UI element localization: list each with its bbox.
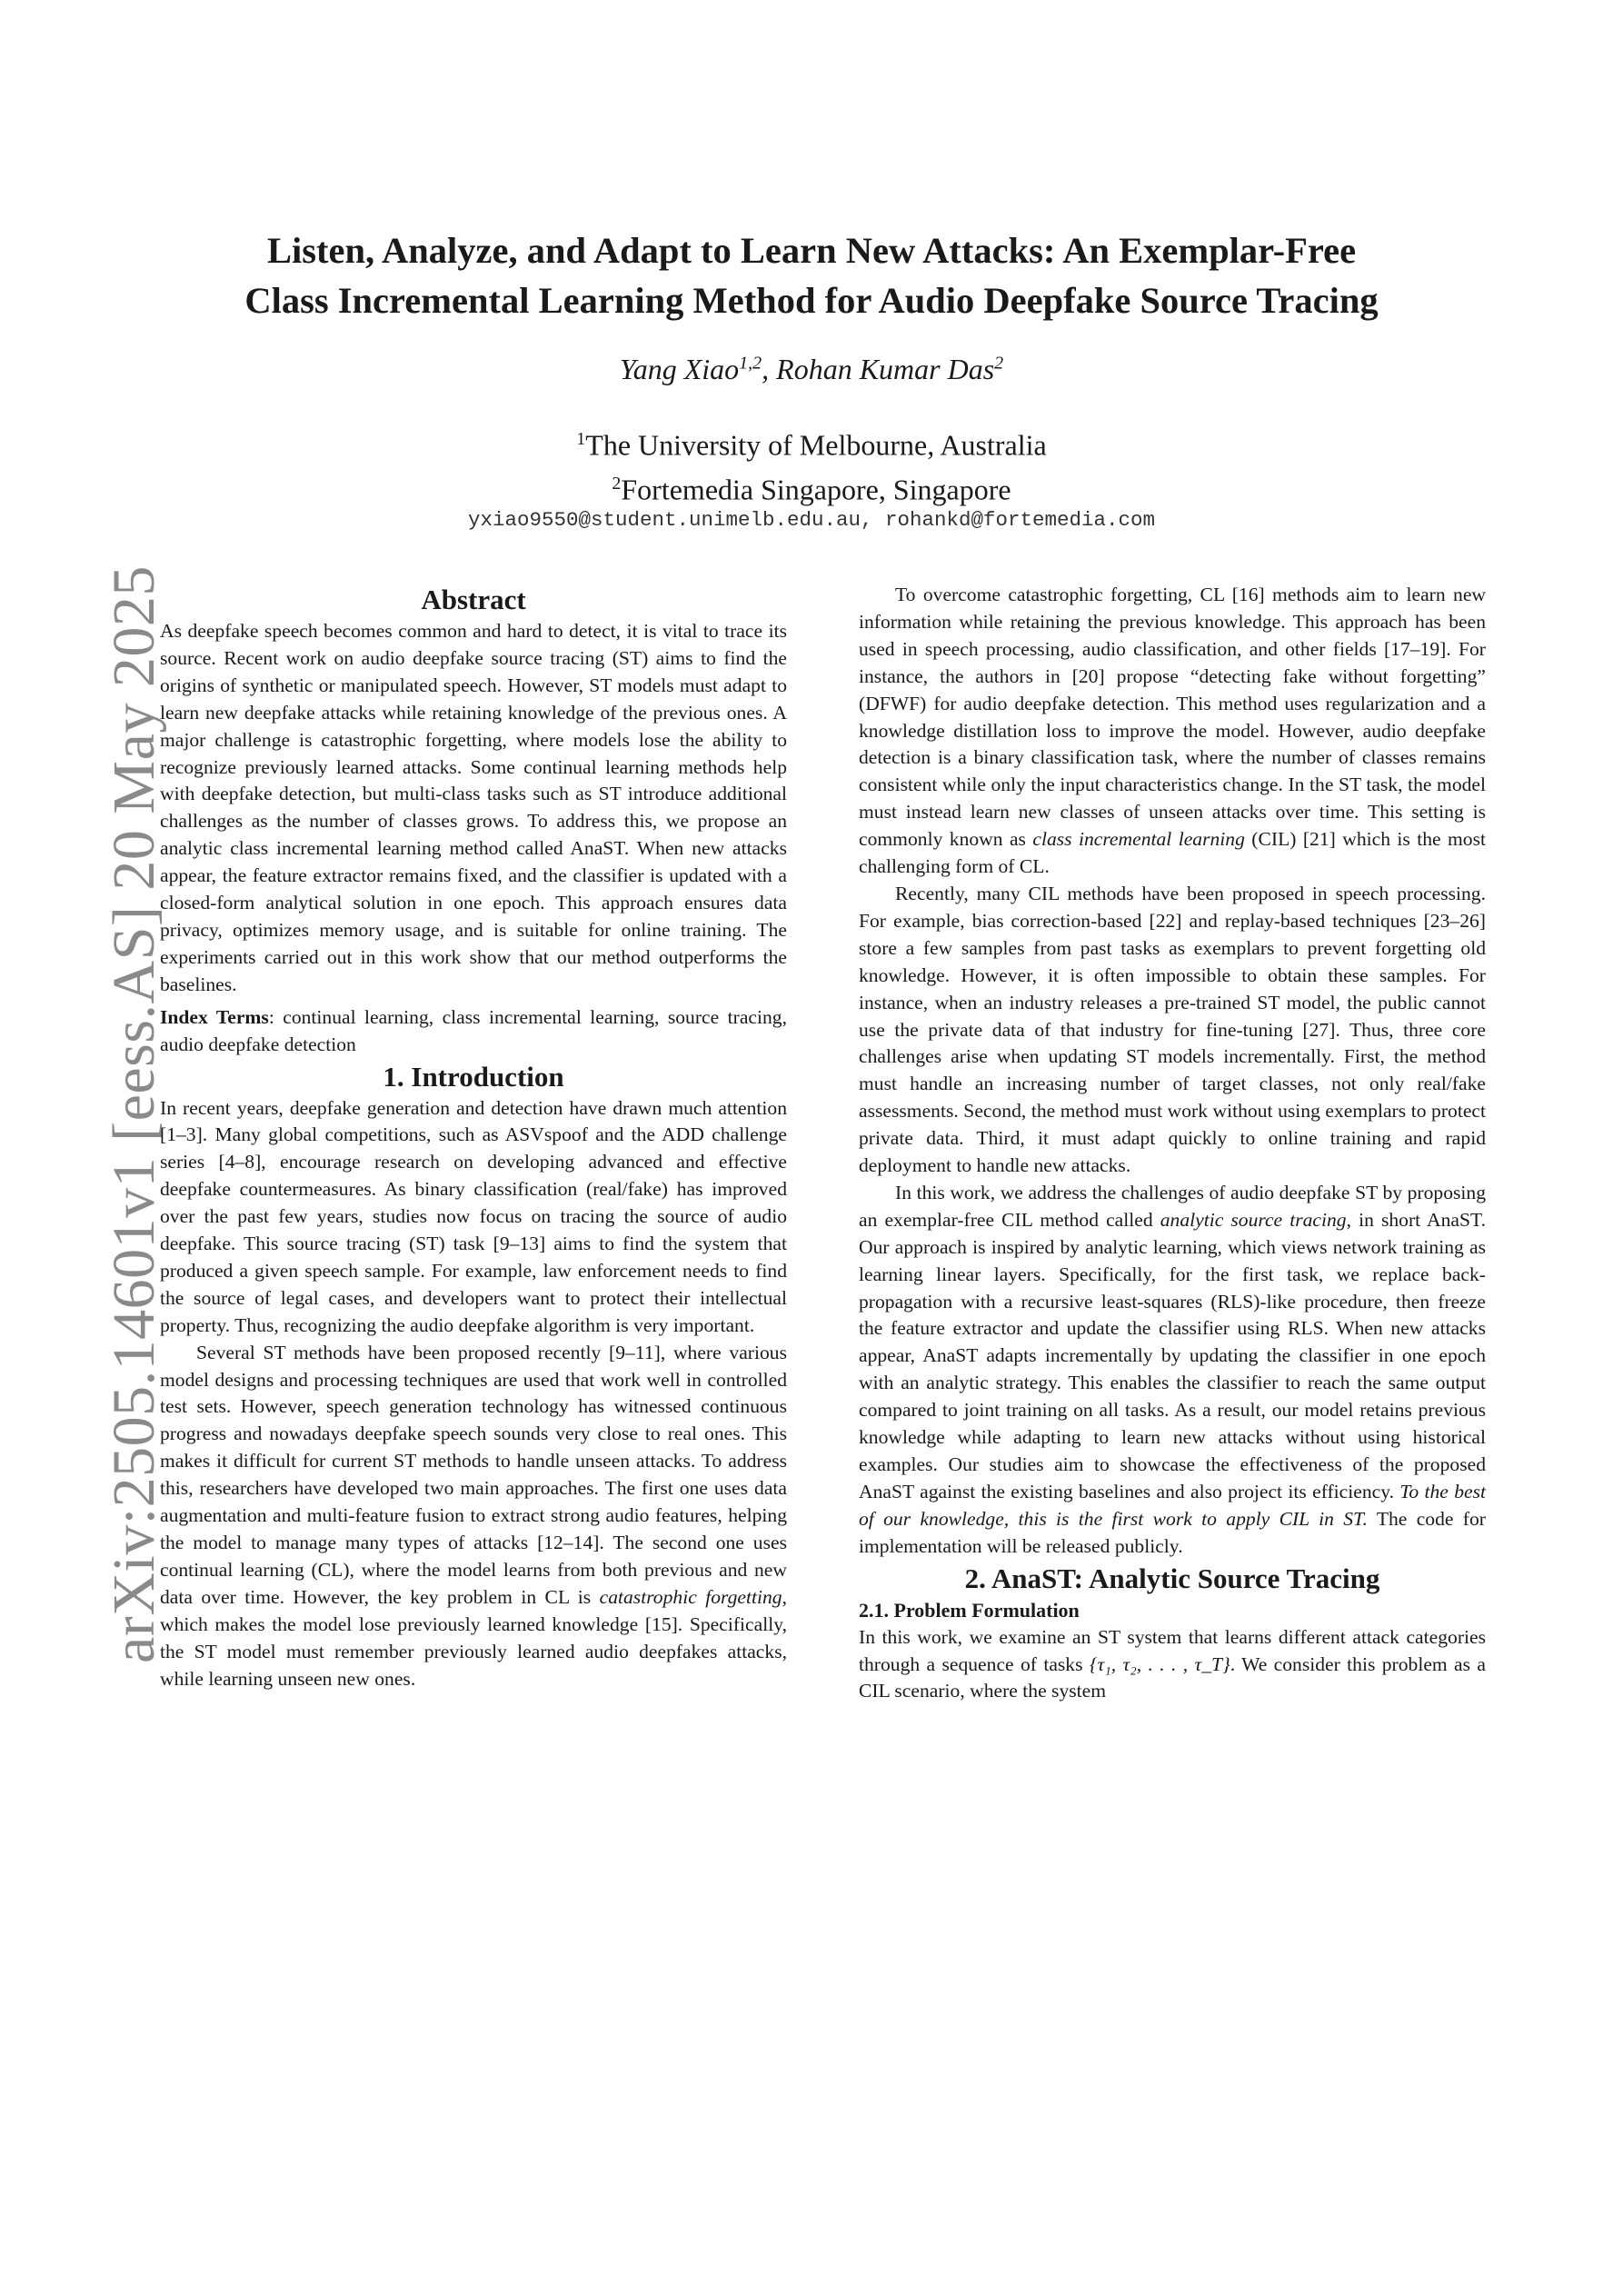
index-terms [160, 1004, 787, 1059]
text-run: The code for implementation will be released publicly. [859, 1507, 1486, 1557]
text-run: In this work, we address the challenges of audio deepfake ST by proposing an exemplar-free CIL method called [859, 1181, 1486, 1231]
text-run: . We consider this problem as a CIL scenario, where the system [859, 1652, 1486, 1702]
intro-paragraph-2 [160, 1340, 787, 1693]
author-emails: yxiao9550@student.unimelb.edu.au, rohankd@fortemedia.com [467, 508, 1156, 532]
text-run: , which makes the model lose previously learned knowledge [15]. Specifically, the ST model must remember previously learned audio deepfakes attacks, while learning unseen new ones. [160, 1585, 787, 1690]
arxiv-identifier-stamp: arXiv:2505.14601v1 [eess.AS] 20 May 2025 [101, 565, 167, 1663]
author-list [145, 353, 1478, 386]
left-column [160, 582, 787, 1692]
paper-title [145, 225, 1478, 325]
emphasis-text: catastrophic forgetting [599, 1585, 782, 1608]
intro-paragraph-5 [859, 1180, 1486, 1561]
affiliation-mark: 2 [612, 473, 622, 494]
affiliation-mark: 1 [576, 429, 586, 449]
text-run: (CIL) [21] which is the most challenging form of CL. [859, 828, 1486, 878]
text-run: To overcome catastrophic forgetting, CL [16] methods aim to learn new information while retaining the previous knowledge. This approach has been used in speech processing, audio classification, and other fields [17–19]. For instance, the authors in [20] propose “detecting fake without forgetting” (DFWF) for audio deepfake detection. This method uses regularization and a knowledge distillation loss to improve the model. However, audio deepfake detection is a binary classification task, where the number of classes remains consistent while only the input characteristics change. In the ST task, the model must instead learn new classes of unseen attacks over time. This setting is commonly known as [859, 584, 1486, 851]
author-name: Yang Xiao [619, 353, 740, 385]
text-run: In this work, we examine an ST system that learns different attack categories through a sequence of tasks [859, 1625, 1486, 1675]
problem-formulation-paragraph [859, 1624, 1486, 1706]
intro-paragraph-3 [859, 582, 1486, 881]
task-set-math: {τ₁, τ₂, . . . , τ_T} [1089, 1652, 1230, 1675]
abstract-text: As deepfake speech becomes common and hard to detect, it is vital to trace its source. Recent work on audio deepfake source tracing (ST) aims to find the origins of synthetic or manipulated speech. However, ST models must adapt to learn new deepfake attacks while retaining knowledge of the previous ones. A major challenge is catastrophic forgetting, where models lose the ability to recognize previously learned attacks. Some continual learning methods help with deepfake detection, but multi-class tasks such as ST introduce additional challenges as the number of classes grows. To address this, we propose an analytic class incremental learning method called AnaST. When new attacks appear, the feature extractor remains fixed, and the classifier is updated with a closed-form analytical solution in one epoch. This approach ensures data privacy, optimizes memory usage, and is suitable for online training. The experiments carried out in this work show that our method outperforms the baselines. [160, 620, 787, 995]
affiliation-text: Fortemedia Singapore, Singapore [621, 473, 1011, 506]
emphasis-text: analytic source tracing [1160, 1208, 1347, 1231]
emphasis-text: To the best of our knowledge, this is the first work to apply CIL in ST. [859, 1480, 1486, 1530]
author-separator: , [762, 353, 777, 385]
author-affil-mark: 2 [994, 353, 1004, 374]
emphasis-text: class incremental learning [1032, 828, 1245, 851]
abstract-heading: Abstract [421, 584, 526, 615]
author-name: Rohan Kumar Das [776, 353, 995, 385]
subsection-2-1-heading: 2.1. Problem Formulation [859, 1598, 1080, 1622]
affiliation-line [145, 464, 1478, 509]
index-terms-label: Index Terms [160, 1005, 269, 1028]
author-affil-mark: 1,2 [739, 353, 762, 374]
right-column [859, 582, 1486, 1705]
index-terms-text: : continual learning, class incremental learning, source tracing, audio deepfake detection [160, 1005, 787, 1055]
affiliation-text: The University of Melbourne, Australia [585, 428, 1047, 462]
title-line-1: Listen, Analyze, and Adapt to Learn New Attacks: An Exemplar-Free [266, 230, 1357, 271]
text-run: Several ST methods have been proposed recently [9–11], where various model designs and processing techniques are used that work well in controlled test sets. However, speech generation technology has witnessed continuous progress and nowadays deepfake speech sounds very close to real ones. This makes it difficult for current ST methods to handle unseen attacks. To address this, researchers have developed two main approaches. The first one uses data augmentation and multi-feature fusion to extract strong audio features, helping the model to manage many types of attacks [12–14]. The second one uses continual learning (CL), where the model learns from both previous and new data over time. However, the key problem in CL is [160, 1341, 787, 1608]
title-line-2: Class Incremental Learning Method for Audio Deepfake Source Tracing [244, 280, 1379, 321]
introduction-heading: 1. Introduction [383, 1060, 564, 1093]
affiliation-line [145, 420, 1478, 464]
affiliation-list [145, 420, 1478, 508]
text-run: , in short AnaST. Our approach is inspired by analytic learning, which views network training as learning linear layers. Specifically, for the first task, we replace back-propagation with a recursive least-squares (RLS)-like procedure, then freeze the feature extractor and update the classifier using RLS. When new attacks appear, AnaST adapts incrementally by updating the classifier in one epoch with an analytic strategy. This enables the classifier to reach the same output compared to joint training on all tasks. As a result, our model retains previous knowledge while adapting to learn new attacks without using historical examples. Our studies aim to showcase the effectiveness of the proposed AnaST against the existing baselines and also project its efficiency. [859, 1208, 1487, 1502]
section-2-heading: 2. AnaST: Analytic Source Tracing [964, 1562, 1380, 1594]
intro-paragraph-4: Recently, many CIL methods have been proposed in speech processing. For example, bias correction-based [22] and replay-based techniques [23–26] store a few samples from past tasks as exemplars to prevent forgetting old knowledge. However, it is often impossible to obtain these samples. For instance, when an industry releases a pre-trained ST model, the public cannot use the private data of that industry for fine-tuning [27]. Thus, three core challenges arise when updating ST models incrementally. First, the method must handle an increasing number of target classes, not only real/fake assessments. Second, the method must work without using exemplars to protect private data. Third, it must adapt quickly to online training and rapid deployment to handle new attacks. [859, 882, 1486, 1177]
intro-paragraph-1: In recent years, deepfake generation and detection have drawn much attention [1–3]. Many global competitions, such as ASVspoof and the ADD challenge series [4–8], encourage research on developing advanced and effective deepfake countermeasures. As binary classification (real/fake) has improved over the past few years, studies now focus on tracing the source of audio deepfake. This source tracing (ST) task [9–13] aims to find the system that produced a given speech sample. For example, law enforcement needs to find the source of legal cases, and developers want to protect their intellectual property. Thus, recognizing the audio deepfake algorithm is very important. [160, 1096, 787, 1336]
